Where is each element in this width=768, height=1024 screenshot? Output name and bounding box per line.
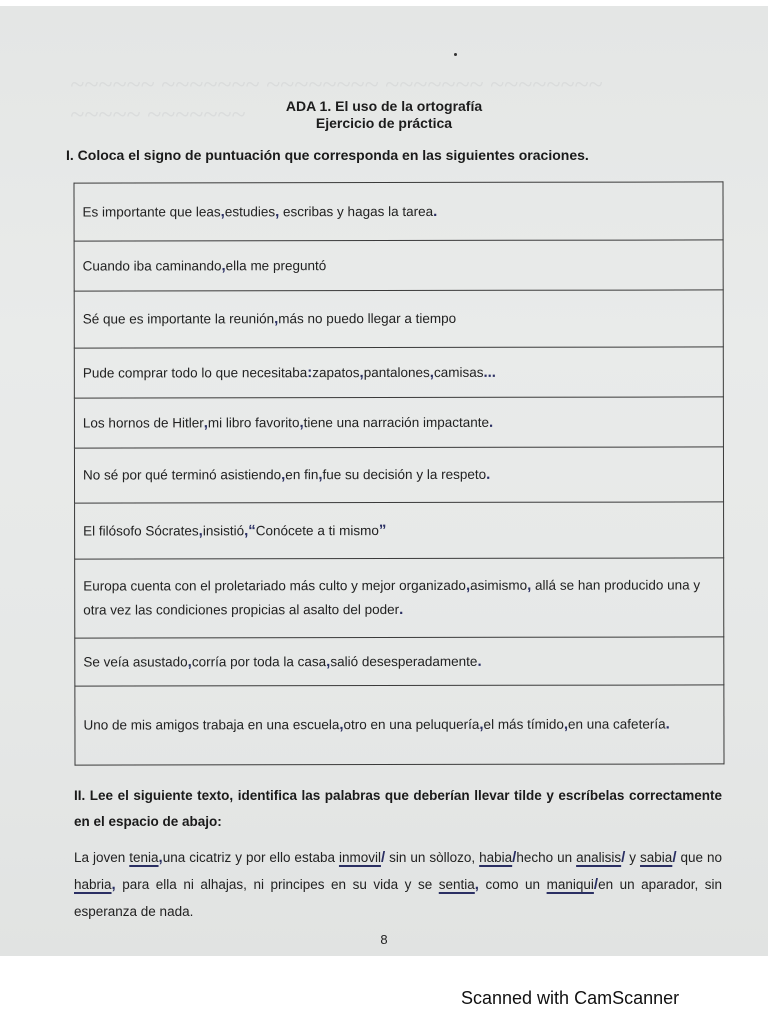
- exercise-row: [75, 685, 724, 765]
- sentence-text: allá se han producido una y otra vez las condiciones propicias al asalto del poder: [83, 577, 701, 618]
- exercise-row: [74, 240, 723, 291]
- handwritten-mark: ”: [378, 521, 387, 539]
- underlined-word: sabia: [640, 850, 673, 865]
- exercise-sentence: [75, 685, 724, 765]
- page-number: 8: [380, 932, 388, 947]
- sentence-text: escribas y hagas la tarea: [279, 203, 434, 219]
- exercise-sentence: [74, 240, 723, 291]
- handwritten-mark: ,: [479, 715, 484, 733]
- sentence-text: salió desesperadamente: [330, 653, 478, 669]
- exercise-sentence: [75, 558, 724, 638]
- sentence-text: zapatos: [312, 364, 360, 380]
- sentence-text: Se veía asustado: [83, 653, 188, 670]
- handwritten-mark: ,: [563, 715, 569, 733]
- sentence-text: camisas: [433, 364, 484, 380]
- sentence-text: el más tímido: [483, 716, 564, 732]
- scanner-watermark: Scanned with CamScanner: [461, 988, 680, 1008]
- underlined-word: habria: [74, 877, 112, 892]
- handwritten-mark: /: [621, 849, 626, 866]
- sentence-text: Es importante que leas: [82, 203, 221, 220]
- sentence-text: en fin: [285, 467, 319, 483]
- underlined-word: sentia: [438, 877, 475, 892]
- handwritten-mark: ,: [111, 876, 116, 893]
- underlined-word: inmovil: [338, 850, 381, 865]
- exercise-sentence: [74, 447, 723, 503]
- paragraph-text: como un: [478, 877, 547, 892]
- handwritten-mark: ,: [318, 466, 323, 484]
- underlined-word: habia: [479, 850, 513, 865]
- handwritten-mark: ,: [220, 202, 225, 220]
- handwritten-mark: ,: [274, 310, 279, 328]
- handwritten-mark: ,: [281, 466, 286, 484]
- sentence-text: otro en una peluquería: [343, 716, 480, 733]
- sentence-text: insistió: [202, 522, 245, 538]
- section2-paragraph: [74, 844, 722, 925]
- handwritten-mark: ,: [187, 652, 192, 670]
- handwritten-mark: ,: [198, 521, 203, 539]
- handwritten-mark: /: [593, 876, 599, 893]
- handwritten-mark: /: [380, 849, 386, 866]
- bleed-through-text: ~~~~~ ~~~~~~~: [70, 100, 246, 129]
- handwritten-mark: :: [307, 363, 313, 381]
- handwritten-mark: ,: [221, 256, 226, 274]
- exercise-row: [75, 502, 724, 559]
- exercise-sentence: [74, 182, 723, 241]
- exercise-sentence: [75, 637, 724, 686]
- handwritten-mark: ,“: [244, 521, 256, 539]
- underlined-word: maniqui: [546, 877, 594, 892]
- handwritten-mark: ,: [527, 576, 532, 594]
- sentence-text: corría por toda la casa: [191, 653, 327, 669]
- speck: [454, 53, 457, 56]
- handwritten-mark: .: [433, 202, 438, 220]
- underlined-word: tenia: [129, 850, 159, 865]
- handwritten-mark: ,: [326, 652, 331, 670]
- sentence-text: El filósofo Sócrates: [83, 522, 199, 539]
- sentence-text: No sé por qué terminó asistiendo: [82, 467, 282, 483]
- handwritten-mark: .: [488, 413, 494, 431]
- paragraph-text: La joven: [74, 850, 130, 865]
- handwritten-mark: /: [672, 849, 677, 866]
- page-subtitle: Ejercicio de práctica: [315, 115, 453, 131]
- sentence-text: Pude comprar todo lo que necesitaba: [82, 364, 308, 381]
- paragraph-text: una cicatriz y por ello estaba: [162, 850, 339, 865]
- sentence-text: Cuando iba caminando: [82, 257, 222, 274]
- handwritten-mark: .: [477, 652, 482, 670]
- handwritten-mark: ,: [299, 413, 304, 431]
- bleed-through-text: ~~~~~~ ~~~~~~~ ~~~~~~~~ ~~~~~~~ ~~~~~~~~: [70, 70, 603, 99]
- paragraph-text: hecho un: [516, 850, 577, 865]
- sentence-text: asimismo: [470, 577, 528, 593]
- sentence-text: en una cafetería: [567, 716, 666, 732]
- exercise-row: [74, 347, 723, 398]
- handwritten-mark: ,: [275, 202, 280, 220]
- handwritten-mark: ,: [429, 363, 434, 381]
- handwritten-mark: ,: [474, 876, 479, 893]
- exercise-row: [75, 558, 724, 638]
- scanned-page: [0, 6, 768, 956]
- handwritten-mark: ,: [158, 849, 163, 866]
- exercise-sentence: [74, 290, 723, 348]
- exercise-row: [74, 182, 723, 241]
- handwritten-mark: ,: [359, 363, 364, 381]
- handwritten-mark: ,: [339, 716, 344, 734]
- sentence-text: ella me preguntó: [225, 257, 327, 273]
- paragraph-text: en un aparador, sin esperanza de nada.: [74, 877, 722, 919]
- sentence-text: Europa cuenta con el proletariado más culto y mejor organizado: [83, 577, 466, 594]
- page-title: ADA 1. El uso de la ortografía: [285, 98, 483, 114]
- handwritten-mark: ,: [465, 576, 471, 594]
- sentence-text: Los hornos de Hitler: [82, 414, 204, 431]
- underlined-word: analisis: [576, 850, 622, 865]
- exercise-sentence: [74, 397, 723, 448]
- paragraph-text: y: [625, 850, 641, 865]
- handwritten-mark: ...: [483, 363, 496, 381]
- sentence-text: mi libro favorito: [207, 414, 300, 430]
- paragraph-text: sin un sòllozo,: [385, 850, 480, 865]
- handwritten-mark: .: [665, 715, 670, 733]
- exercise-sentence: [75, 502, 724, 559]
- paragraph-text: para ella ni alhajas, ni principes en su vida y se: [115, 877, 439, 892]
- section1-heading: I. Coloca el signo de puntuación que corresponda en las siguientes oraciones.: [66, 147, 589, 163]
- sentence-text: pantalones: [363, 364, 430, 380]
- sentence-text: más no puedo llegar a tiempo: [278, 310, 457, 327]
- handwritten-mark: .: [486, 465, 491, 483]
- exercise-row: [74, 397, 723, 448]
- paragraph-text: que no: [676, 850, 722, 865]
- exercise-table: [73, 181, 724, 765]
- handwritten-mark: .: [399, 600, 404, 618]
- exercise-row: [75, 637, 724, 686]
- section2-heading: II. Lee el siguiente texto, identifica las palabras que deberían llevar tilde y escríbelas correctamente en el espacio de abajo:: [74, 788, 722, 829]
- handwritten-mark: ,: [203, 413, 208, 431]
- exercise-sentence: [74, 347, 723, 398]
- sentence-text: fue su decisión y la respeto: [322, 466, 487, 483]
- exercise-row: [74, 290, 723, 348]
- handwritten-mark: /: [512, 849, 517, 866]
- sentence-text: Uno de mis amigos trabaja en una escuela: [83, 717, 340, 733]
- sentence-text: Sé que es importante la reunión: [82, 311, 275, 327]
- sentence-text: tiene una narración impactante: [303, 414, 490, 430]
- sentence-text: Conócete a ti mismo: [255, 522, 379, 538]
- exercise-row: [74, 447, 723, 503]
- sentence-text: estudies: [224, 203, 276, 219]
